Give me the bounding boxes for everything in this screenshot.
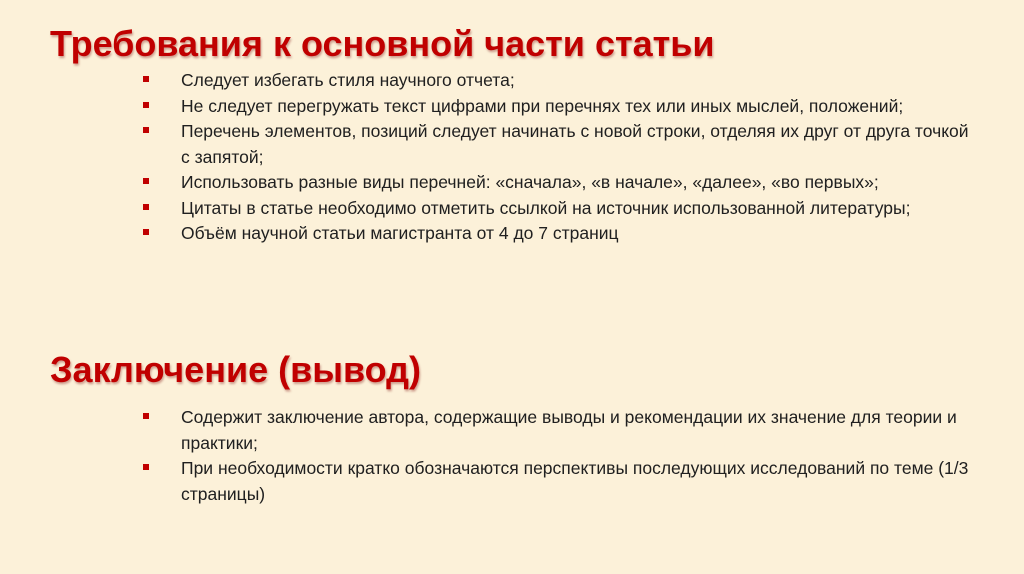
list-item-text: Содержит заключение автора, содержащие выводы и рекомендации их значение для теории и практики;	[181, 407, 957, 453]
conclusion-list	[143, 405, 973, 507]
square-bullet-icon	[143, 204, 149, 210]
square-bullet-icon	[143, 464, 149, 470]
list-item-text: При необходимости кратко обозначаются перспективы последующих исследований по теме (1/3 страницы)	[181, 458, 969, 504]
square-bullet-icon	[143, 76, 149, 82]
list-item	[143, 456, 973, 507]
square-bullet-icon	[143, 229, 149, 235]
list-item	[143, 196, 973, 222]
list-item-text: Не следует перегружать текст цифрами при перечнях тех или иных мыслей, положений;	[181, 95, 904, 116]
list-item-text: Цитаты в статье необходимо отметить ссылкой на источник использованной литературы;	[181, 197, 911, 218]
list-item	[143, 221, 973, 247]
square-bullet-icon	[143, 127, 149, 133]
list-item-text: Перечень элементов, позиций следует начинать с новой строки, отделяя их друг от друга точкой с запятой;	[181, 121, 969, 167]
list-item	[143, 94, 973, 120]
list-item	[143, 119, 973, 170]
section-title-main-body: Требования к основной части статьи	[50, 23, 715, 64]
section-title-conclusion: Заключение (вывод)	[50, 349, 421, 390]
square-bullet-icon	[143, 413, 149, 419]
list-item	[143, 170, 973, 196]
list-item-text: Следует избегать стиля научного отчета;	[181, 70, 515, 90]
list-item	[143, 405, 973, 456]
list-item-text: Использовать разные виды перечней: «сначала», «в начале», «далее», «во первых»;	[181, 172, 879, 192]
list-item-text: Объём научной статьи магистранта от 4 до 7 страниц	[181, 223, 619, 243]
square-bullet-icon	[143, 178, 149, 184]
square-bullet-icon	[143, 102, 149, 108]
list-item	[143, 68, 973, 94]
requirements-list	[143, 68, 973, 247]
